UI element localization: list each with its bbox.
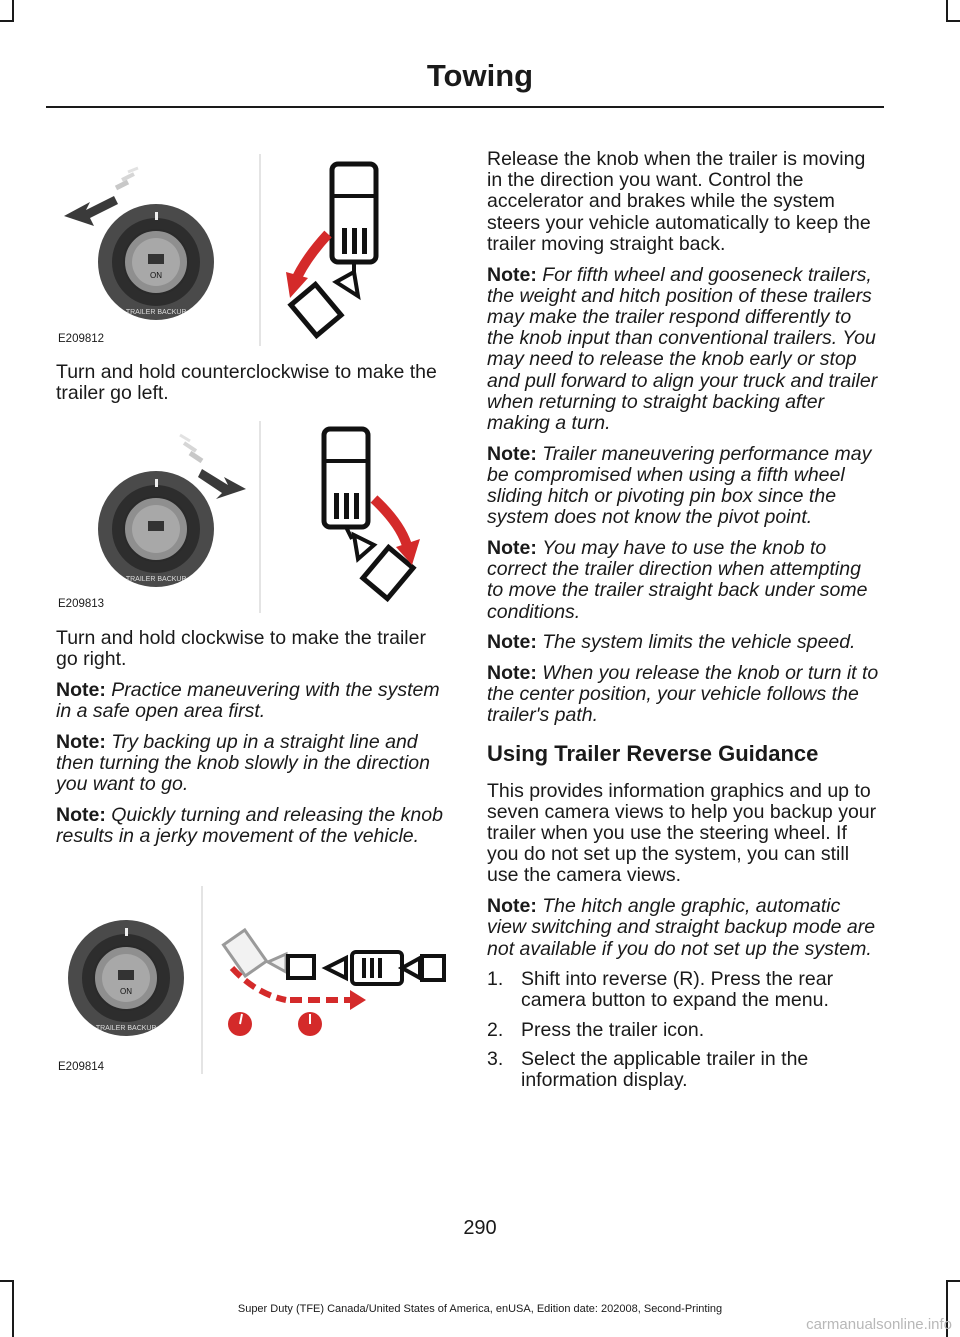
- step-text: Press the trailer icon.: [521, 1018, 705, 1041]
- note-label: Note:: [487, 895, 537, 918]
- note-text: You may have to use the knob to correct the trailer direction when attempting to move the trailer straight back under some conditions.: [487, 536, 868, 623]
- note-label: Note:: [487, 263, 537, 286]
- note-label: Note:: [56, 803, 106, 826]
- svg-text:TRAILER BACKUP: TRAILER BACKUP: [125, 309, 187, 316]
- note-text: Try backing up in a straight line and then turning the knob slowly in the direction you want to go.: [56, 730, 430, 796]
- note-text: When you release the knob or turn it to the center position, your vehicle follows the trailer's path.: [487, 661, 879, 727]
- knob-left-illustration: [56, 150, 446, 350]
- left-column-caption-1: [56, 362, 448, 414]
- crop-mark: [12, 0, 14, 22]
- note-label: Note:: [56, 730, 106, 753]
- steps-list: [487, 969, 881, 1091]
- step-text: Select the applicable trailer in the information display.: [521, 1047, 809, 1092]
- page-title: Towing: [426, 58, 534, 93]
- note: [487, 632, 881, 653]
- note-text: The system limits the vehicle speed.: [542, 631, 856, 654]
- note: [56, 805, 451, 847]
- step-number: 2.: [487, 1018, 504, 1041]
- note: [487, 444, 881, 529]
- left-column-text: [56, 628, 451, 857]
- figure-caption: Turn and hold clockwise to make the trailer go right.: [56, 627, 426, 671]
- trailer-backup-knob-icon: [98, 471, 214, 587]
- note-label: Note:: [487, 631, 537, 654]
- title-divider: [46, 106, 884, 108]
- crop-mark: [946, 0, 948, 22]
- svg-text:ON: ON: [150, 271, 162, 280]
- section-paragraph: This provides information graphics and up to seven camera views to help you backup your trailer when you use the steering wheel. If you do not set up the system, you can still use the camera views.: [487, 779, 877, 887]
- step-number: 1.: [487, 968, 504, 991]
- trailer-backup-knob-icon: [98, 204, 214, 320]
- figure-id: E209813: [58, 598, 105, 610]
- note-label: Note:: [487, 661, 537, 684]
- section-heading: Using Trailer Reverse Guidance: [487, 740, 819, 766]
- straight-backup-illustration: [56, 882, 452, 1078]
- note-label: Note:: [56, 678, 106, 701]
- figure-caption: Turn and hold counterclockwise to make the trailer go left.: [56, 361, 437, 405]
- figure-knob-clockwise: [56, 417, 446, 617]
- list-item: [487, 1049, 881, 1091]
- list-item: [487, 1020, 881, 1041]
- note-text: Practice maneuvering with the system in a safe open area first.: [56, 678, 440, 723]
- note: [56, 732, 451, 796]
- right-column-text: [487, 149, 881, 1099]
- truck-trailer-left-icon: [286, 164, 376, 336]
- crop-mark: [946, 20, 960, 22]
- knob-right-illustration: [56, 417, 446, 617]
- svg-text:ON: ON: [120, 987, 132, 996]
- crop-mark: [0, 1280, 14, 1282]
- figure-straight-backup: [56, 882, 452, 1078]
- figure-id: E209814: [58, 1061, 105, 1073]
- page-number: 290: [463, 1217, 497, 1239]
- note: [487, 538, 881, 623]
- step-number: 3.: [487, 1047, 504, 1070]
- step-text: Shift into reverse (R). Press the rear camera button to expand the menu.: [521, 968, 834, 1012]
- figure-id: E209812: [58, 333, 105, 345]
- figure-knob-counterclockwise: [56, 150, 446, 350]
- crop-mark: [0, 20, 14, 22]
- intro-paragraph: Release the knob when the trailer is moving in the direction you want. Control the accelerator and brakes while the system steers your vehicle automatically to keep the trailer moving straight back.: [487, 148, 871, 255]
- crop-mark: [946, 1280, 960, 1282]
- svg-text:TRAILER BACKUP: TRAILER BACKUP: [95, 1025, 157, 1032]
- note-text: The hitch angle graphic, automatic view switching and straight backup mode are not available if you do not set up the system.: [487, 895, 876, 960]
- note-text: Trailer maneuvering performance may be compromised when using a fifth wheel sliding hitch or pivoting pin box since the system does not know the pivot point.: [487, 442, 872, 529]
- trailer-backup-knob-icon: [68, 920, 184, 1036]
- note-label: Note:: [487, 442, 537, 465]
- watermark: carmanualsonline.info: [806, 1316, 952, 1333]
- note: [487, 896, 881, 960]
- list-item: [487, 969, 881, 1011]
- trailer-path-icon: [223, 930, 444, 1036]
- note-text: For fifth wheel and gooseneck trailers, the weight and hitch position of these trailers may make the trailer respond differently to the knob input than conventional trailers. You may need to release the knob early or stop and pull forward to align your truck and trailer when returning to straight backing after making a turn.: [487, 263, 878, 434]
- note: [487, 663, 881, 727]
- footer-edition: Super Duty (TFE) Canada/United States of America, enUSA, Edition date: 202008, Second-Printing: [237, 1303, 723, 1315]
- note-label: Note:: [487, 536, 537, 559]
- note: [56, 680, 451, 722]
- truck-trailer-right-icon: [324, 429, 420, 599]
- svg-text:TRAILER BACKUP: TRAILER BACKUP: [125, 576, 187, 583]
- note: [487, 265, 881, 435]
- note-text: Quickly turning and releasing the knob results in a jerky movement of the vehicle.: [56, 803, 443, 848]
